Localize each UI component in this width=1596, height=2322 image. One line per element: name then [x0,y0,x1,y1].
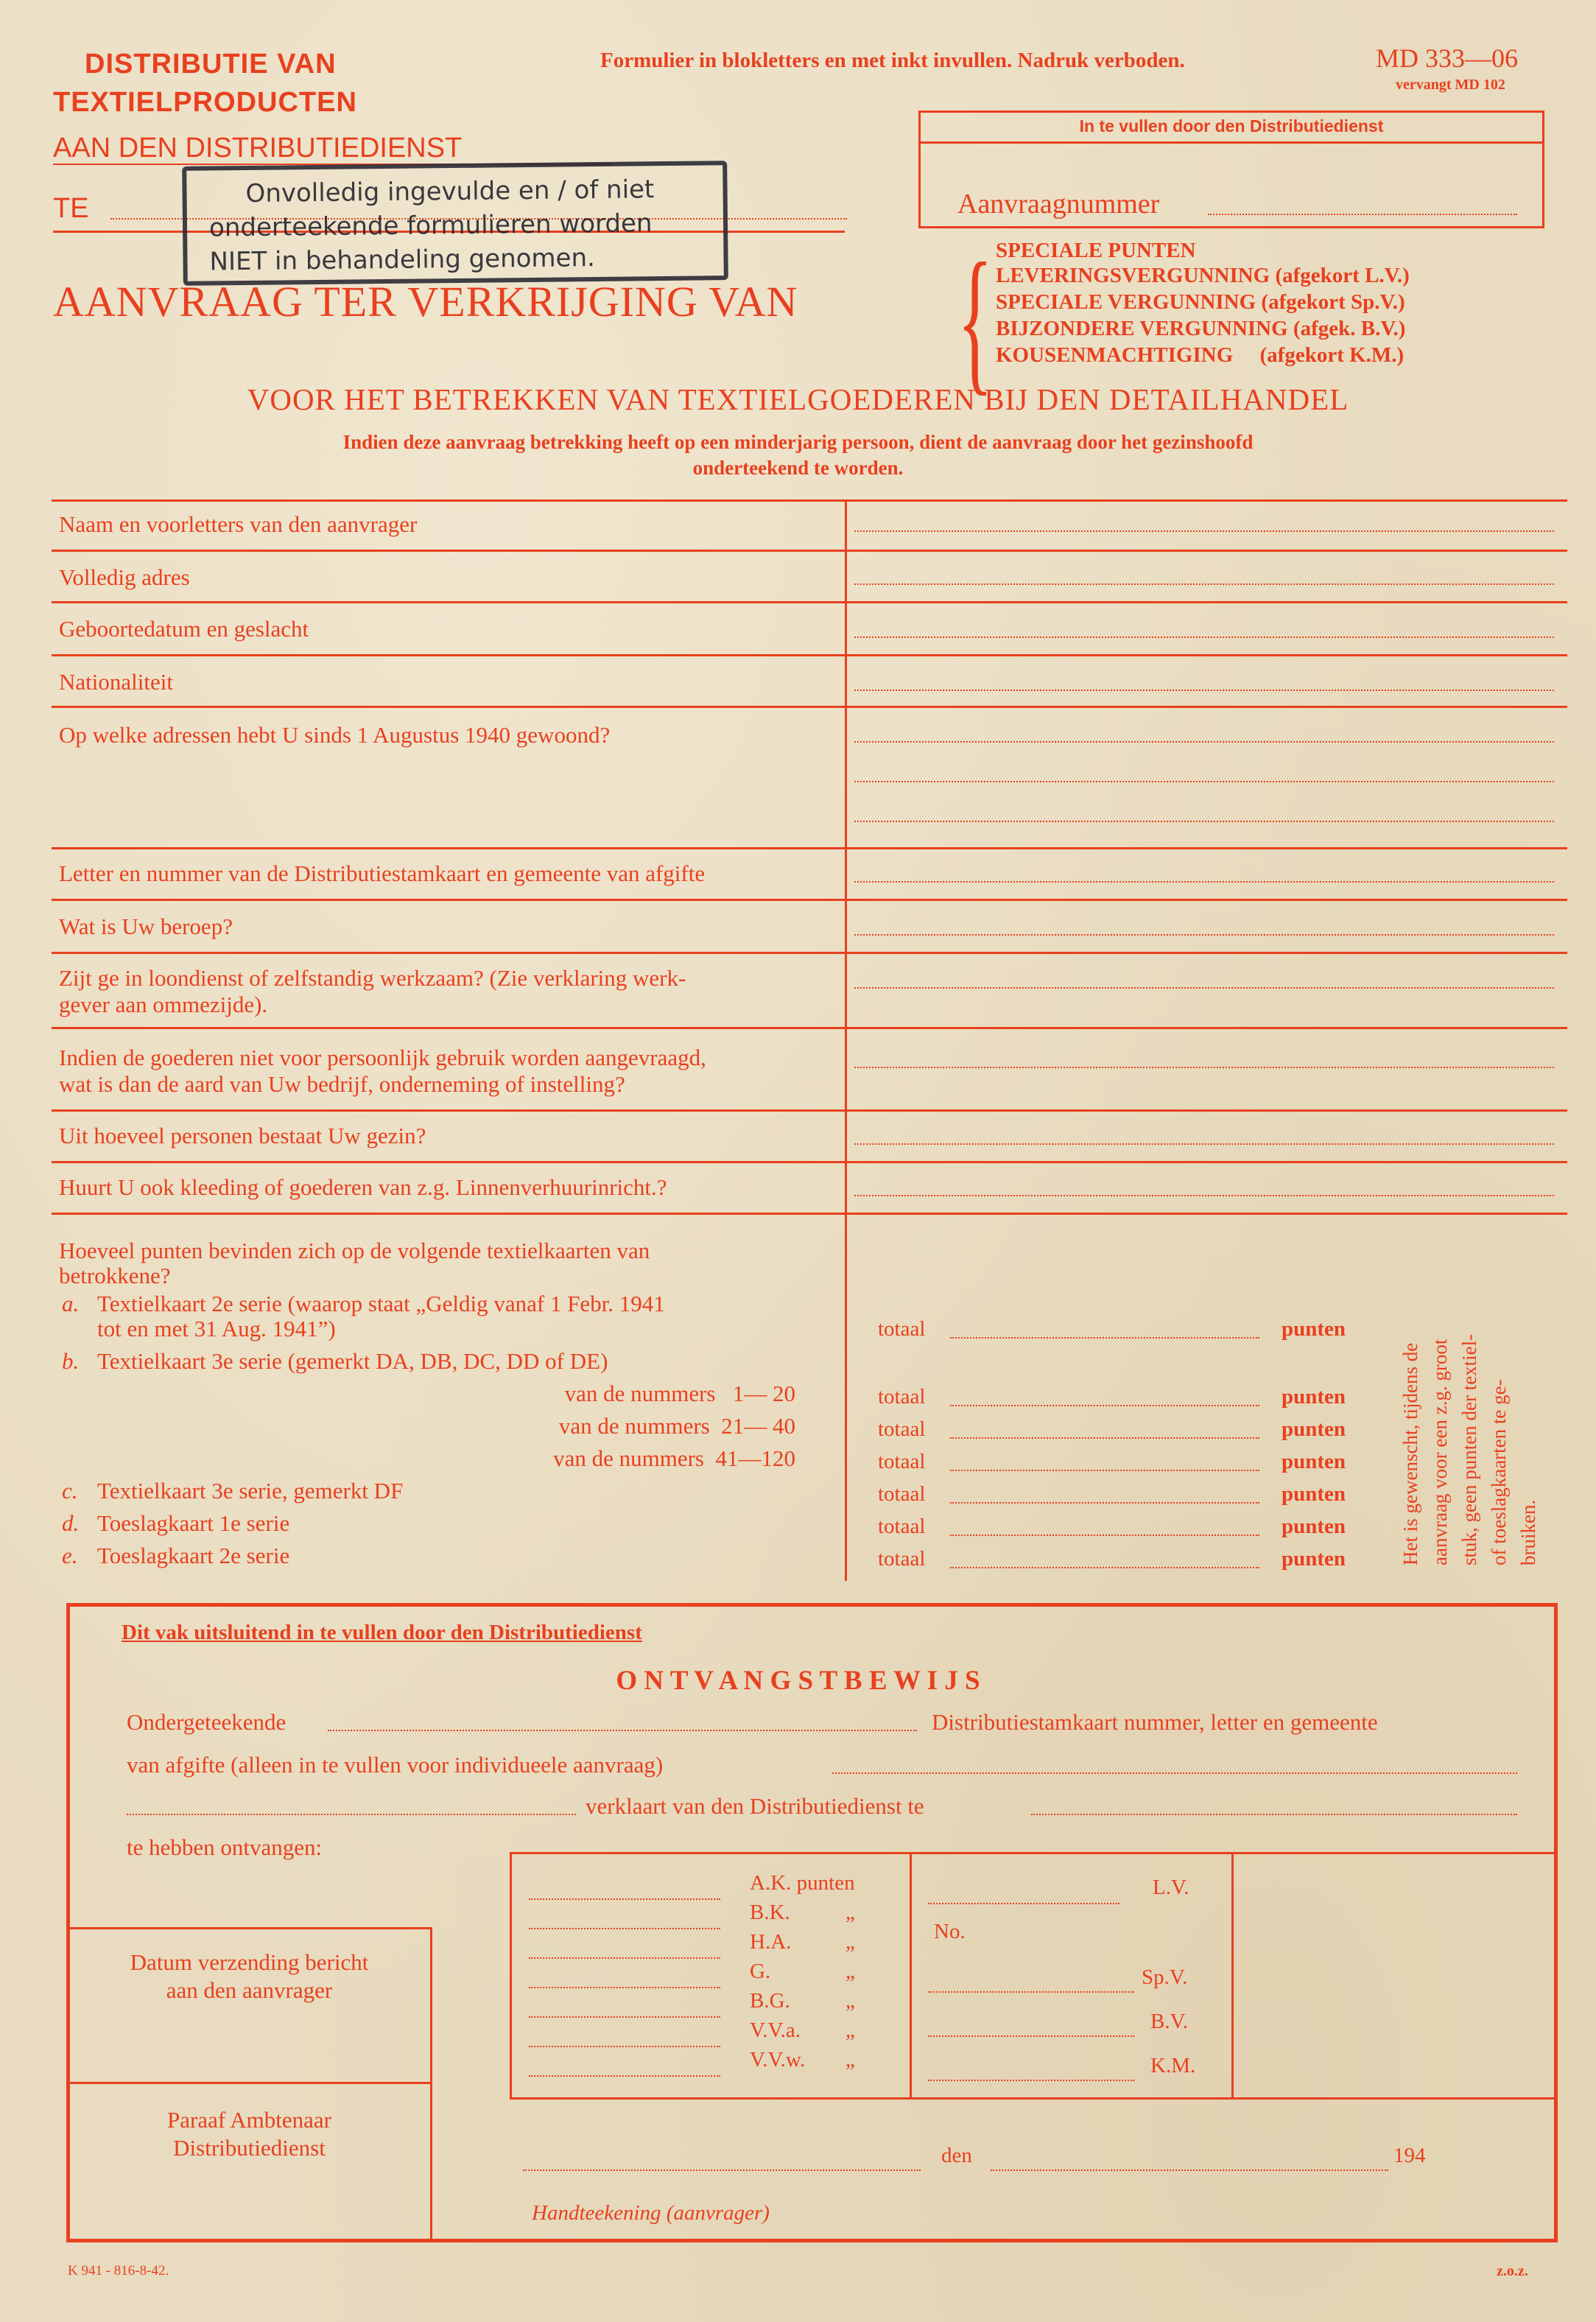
answer-birth[interactable] [854,636,1554,638]
card-b-range-3: van de nummers 41—120 [553,1445,795,1471]
undersigned-label: Ondergeteekende [127,1709,286,1735]
side-note-line-4: of toeslagkaarten te ge- [1488,1379,1510,1565]
date-field[interactable] [991,2170,1388,2171]
spv-field[interactable] [928,1991,1134,1993]
card-b-range-2: van de nummers 21— 40 [558,1413,795,1439]
permit-lv: L.V. [1153,1876,1189,1899]
totaal-b1-label: totaal [878,1385,926,1409]
totaal-d-field[interactable] [950,1534,1259,1536]
punten-b1-label: punten [1282,1385,1346,1409]
answer-business[interactable] [854,1067,1554,1068]
option-kousenmachtiging: KOUSENMACHTIGING (afgekort K.M.) [996,343,1405,367]
year-label: 194 [1393,2144,1426,2167]
row-rule [52,601,1567,603]
dept-line-2: TEXTIELPRODUCTEN [53,87,357,118]
q-employment-line-2: gever aan ommezijde). [59,992,268,1017]
to-service-label: AAN DEN DISTRIBUTIEDIENST [53,133,463,164]
q-household: Uit hoeveel personen bestaat Uw gezin? [59,1123,426,1148]
row-rule [52,1027,1567,1029]
q-employment-line-1: Zijt ge in loondienst of zelfstandig werkzaam? (Zie verklaring werk- [59,965,686,991]
minor-note-line-1: Indien deze aanvraag betrekking heeft op een minderjarig persoon, dient de aanvraag door het gezinshoofd [342,431,1254,453]
table-top-rule [52,499,1567,502]
punten-b2-label: punten [1282,1417,1346,1441]
q-points-line-1: Hoeveel punten bevinden zich op de volgende textielkaarten van [59,1238,650,1263]
points-table-divider-1 [910,1852,912,2100]
answer-address[interactable] [854,583,1554,585]
office-box-title: In te vullen door den Distributiedienst [1079,116,1384,136]
q-profession: Wat is Uw beroep? [59,913,233,939]
admin-box-rule [66,2082,432,2084]
ditto-bk: „ [846,1901,855,1924]
print-code: K 941 - 816-8-42. [68,2263,169,2279]
answer-previous-addresses-2[interactable] [854,781,1554,782]
option-speciale-punten: SPECIALE PUNTEN [996,239,1196,262]
bg-field[interactable] [529,2016,720,2018]
verzending-line-2: aan den aanvrager [166,1977,333,2003]
totaal-e-field[interactable] [950,1567,1259,1568]
den-label: den [941,2144,972,2167]
type-ha: H.A. [750,1930,792,1954]
row-rule [52,654,1567,656]
card-a-letter: a. [62,1291,80,1316]
permit-bv: B.V. [1150,2010,1189,2033]
totaal-a-field[interactable] [950,1337,1259,1339]
card-e-line: Toeslagkaart 2e serie [97,1543,290,1568]
option-leveringsvergunning: LEVERINGSVERGUNNING (afgekort L.V.) [996,264,1410,287]
q-previous-addresses: Op welke adressen hebt U sinds 1 Augustus 1940 gewoond? [59,722,611,748]
vva-field[interactable] [529,2046,720,2047]
answer-previous-addresses-3[interactable] [854,821,1554,822]
side-note-line-5: bruiken. [1517,1499,1539,1565]
paraaf-line-1: Paraaf Ambtenaar [167,2107,331,2133]
q-linen-rental: Huurt U ook kleeding of goederen van z.g. Linnenverhuurinricht.? [59,1174,667,1200]
q-address: Volledig adres [59,564,190,590]
answer-employment[interactable] [854,987,1554,989]
zoz-label: z.o.z. [1497,2263,1528,2279]
form-code: MD 333—06 [1376,43,1519,73]
punten-a-label: punten [1282,1317,1346,1341]
ditto-bg: „ [846,1989,855,2013]
row-rule [52,550,1567,552]
row-rule [52,706,1567,708]
type-vvw: V.V.w. [750,2048,806,2072]
answer-nationality[interactable] [854,690,1554,691]
lv-field[interactable] [928,1903,1119,1904]
q-nationality: Nationaliteit [59,669,173,695]
points-table-divider-2 [1231,1852,1234,2100]
punten-b3-label: punten [1282,1450,1346,1473]
side-note-line-3: stuk, geen punten der textiel- [1458,1333,1480,1565]
type-bk: B.K. [750,1901,790,1924]
type-g: G. [750,1960,771,1983]
permit-spv: Sp.V. [1142,1965,1188,1989]
q-birth: Geboortedatum en geslacht [59,616,309,642]
te-label: TE [53,193,89,224]
answer-name[interactable] [854,530,1554,532]
form-subtitle: VOOR HET BETREKKEN VAN TEXTIELGOEDEREN BIJ DEN DETAILHANDEL [247,382,1349,416]
option-bijzondere-vergunning: BIJZONDERE VERGUNNING (afgek. B.V.) [996,317,1406,340]
answer-household[interactable] [854,1143,1554,1145]
ditto-g: „ [846,1960,855,1983]
totaal-d-label: totaal [878,1515,926,1538]
stamp-line-3: NIET in behandeling genomen. [209,243,596,277]
answer-linen-rental[interactable] [854,1195,1554,1196]
vvw-field[interactable] [529,2075,720,2077]
table-divider [845,499,847,1581]
undersigned-field[interactable] [328,1730,917,1731]
totaal-b2-field[interactable] [950,1437,1259,1439]
totaal-c-label: totaal [878,1482,926,1506]
q-name: Naam en voorletters van den aanvrager [59,511,418,537]
q-business-line-2: wat is dan de aard van Uw bedrijf, onderneming of instelling? [59,1071,625,1097]
date-place-field[interactable] [523,2170,921,2171]
row-rule [52,1109,1567,1112]
card-b-range-1: van de nummers 1— 20 [564,1381,795,1406]
side-note-line-1: Het is gewenscht, tijdens de [1399,1342,1421,1565]
verklaart-name-field[interactable] [127,1814,576,1815]
card-b-letter: b. [62,1348,80,1374]
form-notice: Formulier in blokletters en met inkt invullen. Nadruk verboden. [600,49,1185,72]
card-d-letter: d. [62,1510,80,1536]
points-table [510,1852,1558,2100]
totaal-a-label: totaal [878,1317,926,1341]
row-rule [52,847,1567,849]
totaal-b2-label: totaal [878,1417,926,1441]
km-field[interactable] [928,2080,1134,2081]
receipt-title: O N T V A N G S T B E W I J S [616,1666,980,1696]
no-label: No. [934,1920,966,1943]
stamkaart-label: Distributiestamkaart nummer, letter en gemeente [932,1709,1378,1735]
type-bg: B.G. [750,1989,790,2013]
type-ak: A.K. punten [750,1871,855,1895]
verklaart-place-field[interactable] [1031,1814,1517,1815]
minor-note-line-2: onderteekend te worden. [692,457,904,479]
card-c-letter: c. [62,1478,78,1504]
office-only-label: Dit vak uitsluitend in te vullen door den Distributiedienst [122,1621,642,1644]
card-c-line: Textielkaart 3e serie, gemerkt DF [97,1478,404,1504]
totaal-c-field[interactable] [950,1502,1259,1504]
answer-previous-addresses-1[interactable] [854,741,1554,743]
request-number-label: Aanvraagnummer [957,189,1160,220]
row-rule [52,1213,1567,1215]
afgifte-field[interactable] [832,1772,1517,1774]
permit-km: K.M. [1150,2054,1196,2077]
ak-field[interactable] [529,1898,720,1900]
afgifte-label: van afgifte (alleen in te vullen voor individueele aanvraag) [127,1752,664,1778]
brace-icon: { [957,229,993,410]
punten-c-label: punten [1282,1482,1346,1506]
dept-line-1: DISTRIBUTIE VAN [85,49,337,80]
option-speciale-vergunning: SPECIALE VERGUNNING (afgekort Sp.V.) [996,290,1405,314]
bk-field[interactable] [529,1928,720,1929]
row-rule [52,952,1567,954]
totaal-b1-field[interactable] [950,1405,1259,1406]
q-stamkaart: Letter en nummer van de Distributiestamkaart en gemeente van afgifte [59,860,706,886]
answer-profession[interactable] [854,934,1554,936]
stamp-line-1: Onvolledig ingevulde en / of niet [245,175,655,208]
ditto-vvw: „ [846,2048,855,2072]
stamp-line-2: onderteekende formulieren worden [208,208,653,243]
answer-stamkaart[interactable] [854,881,1554,883]
card-a-line-1: Textielkaart 2e serie (waarop staat „Geldig vanaf 1 Febr. 1941 [97,1291,665,1316]
punten-d-label: punten [1282,1515,1346,1538]
form-title: AANVRAAG TER VERKRIJGING VAN [53,278,798,326]
form-replaces: vervangt MD 102 [1396,77,1505,93]
ditto-vva: „ [846,2018,855,2042]
ha-field[interactable] [529,1957,720,1959]
card-e-letter: e. [62,1543,78,1568]
q-business-line-1: Indien de goederen niet voor persoonlijk gebruik worden aangevraagd, [59,1045,706,1070]
verzending-line-1: Datum verzending bericht [130,1949,369,1975]
card-b-line: Textielkaart 3e serie (gemerkt DA, DB, DC, DD of DE) [97,1348,608,1374]
g-field[interactable] [529,1987,720,1988]
card-a-line-2: tot en met 31 Aug. 1941”) [97,1316,336,1341]
request-number-field [1208,214,1517,215]
paraaf-line-2: Distributiedienst [173,2135,326,2161]
q-points-line-2: betrokkene? [59,1263,171,1288]
office-box-rule [918,141,1544,144]
side-note-line-2: aanvraag voor een z.g. groot [1429,1339,1451,1565]
row-rule [52,899,1567,901]
totaal-b3-label: totaal [878,1450,926,1473]
type-vva: V.V.a. [750,2018,801,2042]
ontvangen-label: te hebben ontvangen: [127,1834,323,1860]
bv-field[interactable] [928,2035,1134,2037]
verklaart-label: verklaart van den Distributiedienst te [586,1793,924,1819]
totaal-e-label: totaal [878,1547,926,1571]
ditto-ha: „ [846,1930,855,1954]
signature-label: Handteekening (aanvrager) [532,2201,770,2225]
punten-e-label: punten [1282,1547,1346,1571]
totaal-b3-field[interactable] [950,1470,1259,1471]
rubber-stamp [182,161,728,286]
row-rule [52,1161,1567,1163]
card-d-line: Toeslagkaart 1e serie [97,1510,290,1536]
